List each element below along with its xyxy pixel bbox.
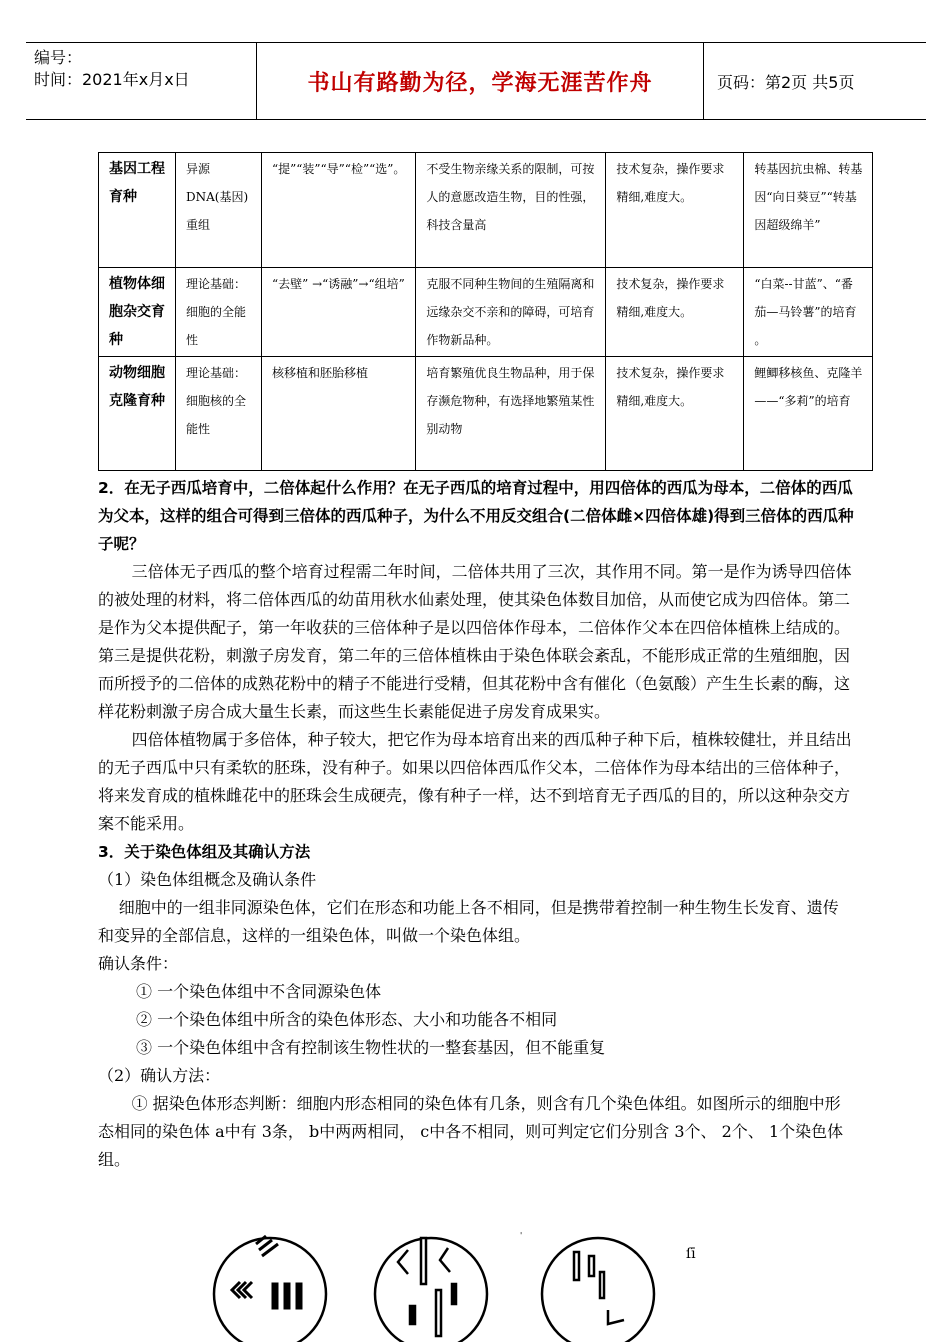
page-info: 页码：第2页 共5页 xyxy=(717,72,855,92)
condition-item: ③ 一个染色体组中含有控制该生物性状的一整套基因，但不能重复 xyxy=(136,1038,606,1057)
chromosomes-a xyxy=(232,1236,301,1308)
table-row xyxy=(99,153,873,268)
cell-example: 转基因抗虫棉、转基因“向日葵豆”“转基因超级绵羊” xyxy=(744,153,873,268)
figure-dot: ' xyxy=(520,1231,523,1240)
conditions-label: 确认条件： xyxy=(98,954,179,973)
cell-membrane-c xyxy=(542,1238,654,1342)
cell-b-diagram xyxy=(375,1238,487,1342)
table-row xyxy=(99,357,873,471)
cell-drawback: 技术复杂，操作要求精细,难度大。 xyxy=(606,268,744,357)
concept-paragraph: 细胞中的一组非同源染色体，它们在形态和功能上各不相同，但是携带着控制一种生物生长发育、遗传和变异的全部信息，这样的一组染色体，叫做一个染色体组。 xyxy=(98,898,839,945)
cell-principle: 异源DNA(基因)重组 xyxy=(176,153,262,268)
cell-advantage: 克服不同种生物间的生殖隔离和远缘杂交不亲和的障碍，可培育作物新品种。 xyxy=(416,268,606,357)
question-2-title: 2．在无子西瓜培育中，二倍体起什么作用？在无子西瓜的培育过程中，用四倍体的西瓜为母本，二倍体的西瓜为父本，这样的组合可得到三倍体的西瓜种子，为什么不用反交组合(二倍体雌×四倍体雄)得到三倍体的西瓜种子呢？ xyxy=(98,479,854,553)
cell-example: 鲤鲫移核鱼、克隆羊——“多莉”的培育 xyxy=(744,357,873,471)
chromosome-figure xyxy=(0,1226,950,1342)
cell-c-diagram xyxy=(542,1238,654,1342)
chromosomes-b xyxy=(398,1238,456,1336)
table-row xyxy=(99,268,873,357)
cell-name: 植物体细胞杂交育种 xyxy=(99,268,176,357)
cell-advantage: 培育繁殖优良生物品种，用于保存濒危物种，有选择地繁殖某性别动物 xyxy=(416,357,606,471)
header-meta xyxy=(34,47,256,91)
cell-example: “白菜--甘蓝”、“番茄—马铃薯”的培育 。 xyxy=(744,268,873,357)
number-label: 编号： xyxy=(34,48,83,67)
paragraph: 四倍体植物属于多倍体，种子较大，把它作为母本培育出来的西瓜种子种下后，植株较健壮，并且结出的无子西瓜中只有柔软的胚珠，没有种子。如果以四倍体西瓜作父本，二倍体作为母本结出的三倍体种子，将来发育成的植株雌花中的胚珠会生成硬壳，像有种子一样，达不到培育无子西瓜的目的，所以这种杂交方案不能采用。 xyxy=(98,730,852,833)
subheading: （1）染色体组概念及确认条件 xyxy=(98,870,317,889)
cell-membrane-b xyxy=(375,1238,487,1342)
main-content xyxy=(98,474,854,1174)
figure-mark: ſī xyxy=(686,1246,696,1262)
breeding-table xyxy=(98,152,873,471)
paragraph: 三倍体无子西瓜的整个培育过程需二年时间，二倍体共用了三次，其作用不同。第一是作为诱导四倍体的被处理的材料，将二倍体西瓜的幼苗用秋水仙素处理，使其染色体数目加倍，从而使它成为四倍体。第二是作为父本提供配子，第一年收获的三倍体种子是以四倍体作母本，二倍体作父本在四倍体植株上结成的。第三是提供花粉，刺激子房发育，第二年的三倍体植株由于染色体联会紊乱，不能形成正常的生殖细胞，因而所授予的二倍体的成熟花粉中的精子不能进行受精，但其花粉中含有催化（色氨酸）产生生长素的酶，这样花粉刺激子房合成大量生长素，而这些生长素能促进子房发育成果实。 xyxy=(98,562,852,721)
chromosomes-c xyxy=(574,1252,624,1324)
time-label: 时间：2021年x月x日 xyxy=(34,70,190,89)
condition-item: ② 一个染色体组中所含的染色体形态、大小和功能各不相同 xyxy=(136,1010,558,1029)
cell-drawback: 技术复杂，操作要求精细,难度大。 xyxy=(606,153,744,268)
cell-method: “去壁” →“诱融”→“组培” xyxy=(262,268,416,357)
cell-method: “提”“装”“导”“检”“选”。 xyxy=(262,153,416,268)
question-3-title: 3．关于染色体组及其确认方法 xyxy=(98,843,311,861)
cell-method: 核移植和胚胎移植 xyxy=(262,357,416,471)
page-header xyxy=(26,42,926,120)
cell-drawback: 技术复杂，操作要求精细,难度大。 xyxy=(606,357,744,471)
subheading: （2）确认方法： xyxy=(98,1066,221,1085)
cell-name: 动物细胞克隆育种 xyxy=(99,357,176,471)
cell-principle: 理论基础：细胞的全能性 xyxy=(176,268,262,357)
header-motto: 书山有路勤为径，学海无涯苦作舟 xyxy=(256,43,704,119)
cell-principle: 理论基础：细胞核的全能性 xyxy=(176,357,262,471)
cell-a-diagram xyxy=(214,1236,326,1342)
method-paragraph: ① 据染色体形态判断：细胞内形态相同的染色体有几条，则含有几个染色体组。如图所示的细胞中形态相同的染色体 a中有 3条， b中两两相同， c中各不相同，则可判定它们分别含 3个、 2个、 1个染色体组。 xyxy=(98,1094,844,1169)
cell-name: 基因工程育种 xyxy=(99,153,176,268)
cell-advantage: 不受生物亲缘关系的限制，可按人的意愿改造生物，目的性强，科技含量高 xyxy=(416,153,606,268)
condition-item: ① 一个染色体组中不含同源染色体 xyxy=(136,982,382,1001)
